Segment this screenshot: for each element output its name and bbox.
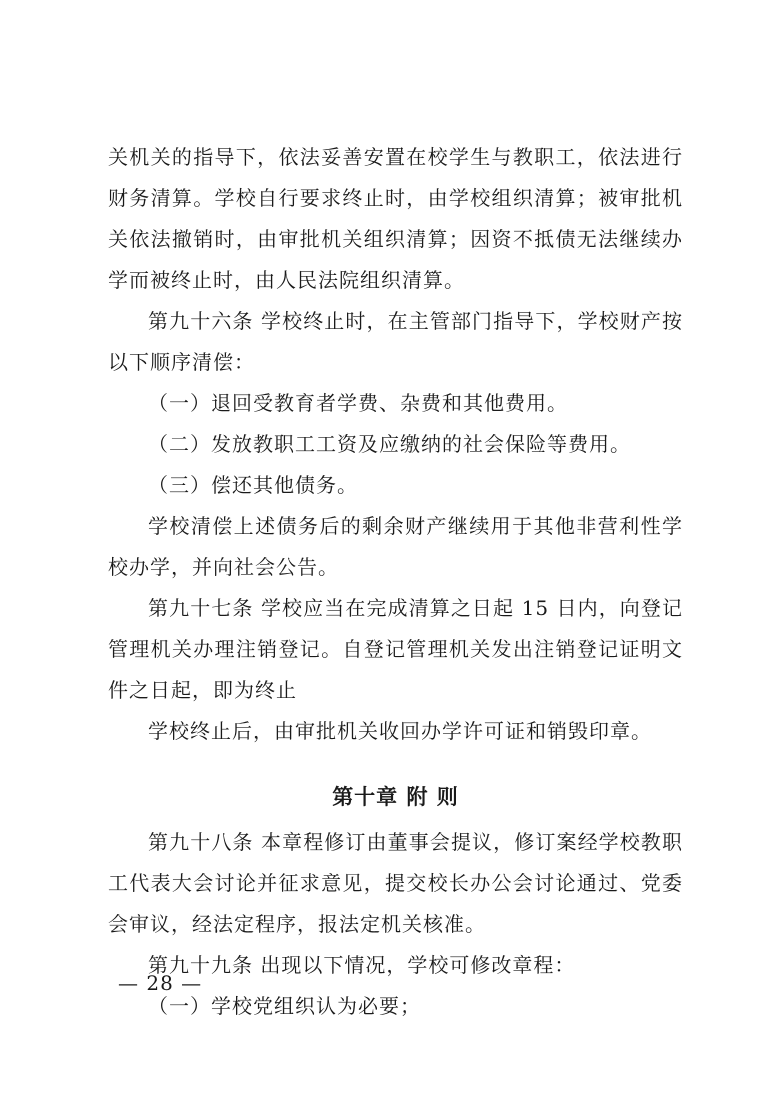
section-before-chapter [108, 137, 683, 752]
paragraph: 第九十七条 学校应当在完成清算之日起 15 日内，向登记管理机关办理注销登记。自登记管理机关发出注销登记证明文件之日起，即为终止 [108, 596, 683, 702]
paragraph: 第九十六条 学校终止时，在主管部门指导下，学校财产按以下顺序清偿： [108, 309, 683, 374]
paragraph: （一）退回受教育者学费、杂费和其他费用。 [148, 391, 568, 415]
paragraph: 学校清偿上述债务后的剩余财产继续用于其他非营利性学校办学，并向社会公告。 [108, 514, 683, 579]
paragraph: （二）发放教职工工资及应缴纳的社会保险等费用。 [148, 432, 631, 456]
paragraph: （三）偿还其他债务。 [148, 473, 358, 497]
document-body [108, 137, 683, 1027]
chapter-heading: 第十章 附 则 [332, 785, 459, 809]
paragraph: 关机关的指导下，依法妥善安置在校学生与教职工，依法进行财务清算。学校自行要求终止时，由学校组织清算；被审批机关依法撤销时，由审批机关组织清算；因资不抵债无法继续办学而被终止时，由人民法院组织清算。 [108, 145, 683, 292]
page-number: — 28 — [118, 971, 203, 995]
paragraph: 第九十八条 本章程修订由董事会提议，修订案经学校教职工代表大会讨论并征求意见，提交校长办公会讨论通过、党委会审议，经法定程序，报法定机关核准。 [108, 830, 683, 936]
paragraph: 第九十九条 出现以下情况，学校可修改章程： [148, 953, 576, 977]
paragraph: （一）学校党组织认为必要； [148, 994, 421, 1018]
paragraph: 学校终止后，由审批机关收回办学许可证和销毁印章。 [148, 719, 652, 743]
